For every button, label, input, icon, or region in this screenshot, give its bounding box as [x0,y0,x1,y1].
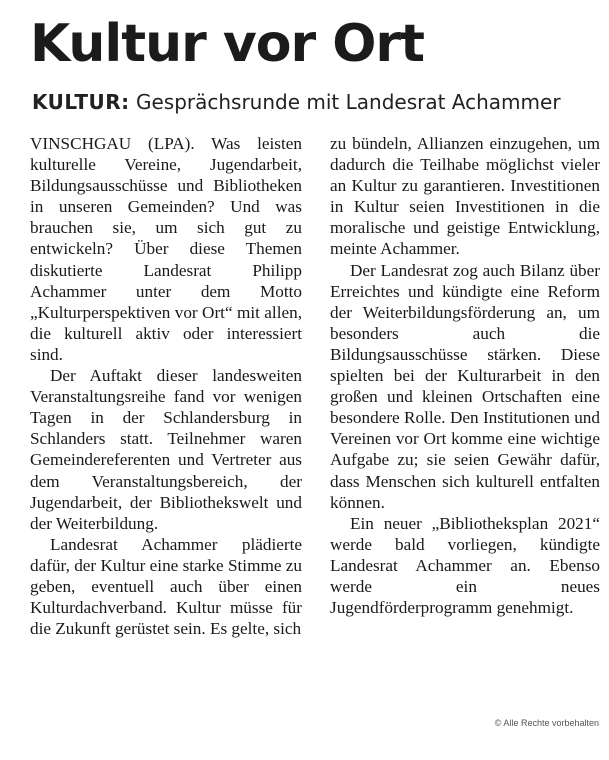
article-paragraph: Ein neuer „Bibliotheksplan 2021“ werde bald vorliegen, kündigte Landesrat Achammer an. Ebenso werde ein neues Jugendförderprogramm genehmigt. [330,513,600,618]
article-column-left [30,133,302,639]
article-subheadline-text: Gesprächsrunde mit Landesrat Achammer [135,90,561,114]
article-headline: Kultur vor Ort [30,14,424,74]
article-column-right [330,133,600,618]
copyright-notice: © Alle Rechte vorbehalten [494,718,599,728]
article-kicker: KULTUR: [32,90,130,114]
article-paragraph: VINSCHGAU (LPA). Was leisten kulturelle Vereine, Jugendarbeit, Bildungsausschüsse und Bibliotheken in unseren Gemeinden? Und was brauchen sie, um sich gut zu entwickeln? Über diese Themen diskutierte Landesrat Philipp Achammer unter dem Motto „Kulturperspektiven vor Ort“ mit allen, die kulturell aktiv oder interessiert sind. [30,134,302,364]
article-subheadline [32,88,561,116]
article-paragraph: Der Auftakt dieser landesweiten Veranstaltungsreihe fand vor wenigen Tagen in der Schlandersburg in Schlanders statt. Teilnehmer waren Gemeindereferenten und Vertreter aus dem Veranstaltungsbereich, der Jugendarbeit, der Bibliothekswelt und der Weiterbildung. [30,366,302,533]
article-paragraph-split-start: Landesrat Achammer plädierte dafür, der Kultur eine starke Stimme zu geben, eventuell auch über einen Kulturdachverband. Kultur müsse für die Zukunft gerüstet sein. Es gelte, sich [30,534,302,639]
article-paragraph-split-end: zu bündeln, Allianzen einzugehen, um dadurch die Teilhabe möglichst vieler an Kultur zu garantieren. Investitionen in Kultur seien Investitionen in die moralische und geistige Entwicklung, meinte Achammer. [330,134,600,259]
article-paragraph: Der Landesrat zog auch Bilanz über Erreichtes und kündigte eine Reform der Weiterbildungsförderung an, um besonders auch die Bildungsausschüsse stärken. Diese spielten bei der Kulturarbeit in den großen und kleinen Ortschaften eine besondere Rolle. Den Institutionen und Vereinen vor Ort komme eine wichtige Aufgabe zu; sie seien Gewähr dafür, dass Menschen sich kulturell entfalten können. [330,260,600,512]
